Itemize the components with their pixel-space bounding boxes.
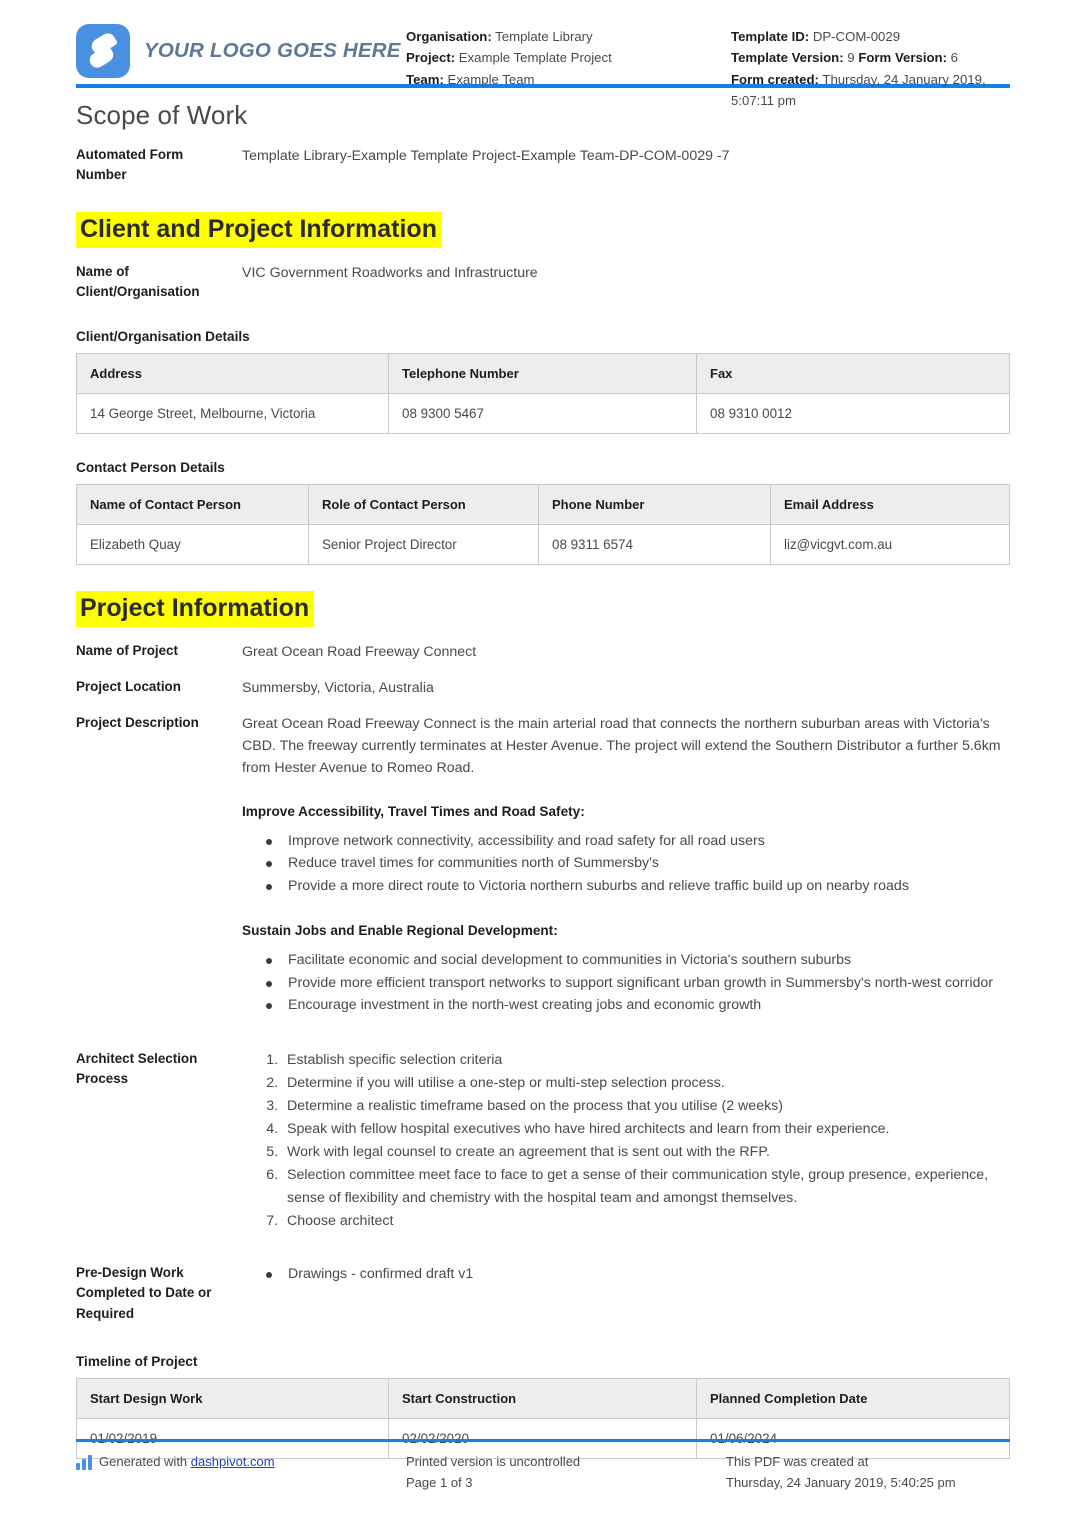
meta-template-version-label: Template Version: <box>731 50 844 66</box>
project-description-paragraph: Great Ocean Road Freeway Connect is the main arterial road that connects the northern suburban areas with Victoria's CBD. The freeway currently terminates at Hester Avenue. The project will extend the Southern Distributor a further 5.6km from Hester Avenue to Romeo Road. <box>242 715 1001 776</box>
table-header-row <box>77 353 1010 393</box>
project-location-row <box>76 677 1010 699</box>
list-item: Facilitate economic and social development to communities in Victoria's southern suburbs <box>286 949 1010 972</box>
architect-selection-process-row <box>76 1049 1010 1233</box>
meta-team-value: Example Team <box>447 71 535 87</box>
footer-print-info <box>406 1452 726 1494</box>
client-org-details-table <box>76 353 1010 434</box>
architect-selection-process-value <box>242 1049 1010 1233</box>
footer-generated-prefix: Generated with <box>99 1454 191 1470</box>
table-row <box>77 393 1010 433</box>
dashpivot-bars-icon <box>76 1455 92 1470</box>
cell-contact-name: Elizabeth Quay <box>77 524 309 564</box>
description-bullets-accessibility <box>242 830 1010 898</box>
contact-person-details-table <box>76 484 1010 565</box>
document-header <box>76 0 1010 109</box>
description-subhead-jobs: Sustain Jobs and Enable Regional Development: <box>242 922 558 938</box>
list-item: 5. Work with legal counsel to create an agreement that is sent out with the RFP. <box>282 1141 1010 1164</box>
meta-project-label: Project: <box>406 50 456 66</box>
project-description-value <box>242 713 1010 1017</box>
meta-versions <box>731 47 1010 68</box>
company-logo-icon <box>76 24 130 78</box>
meta-form-created <box>731 69 1010 112</box>
column-header-start-design-work: Start Design Work <box>77 1379 389 1419</box>
description-bullets-jobs <box>242 949 1010 1017</box>
meta-template-version-value: 9 <box>847 50 855 66</box>
list-item: 4. Speak with fellow hospital executives who have hired architects and learn from their experience. <box>282 1118 1010 1141</box>
column-header-contact-email: Email Address <box>771 484 1010 524</box>
meta-form-created-label: Form created: <box>731 71 819 87</box>
header-meta-right <box>731 18 1010 112</box>
footer-generated-text <box>99 1452 275 1473</box>
header-meta-left <box>406 18 731 90</box>
list-item: 3. Determine a realistic timeframe based on the process that you utilise (2 weeks) <box>282 1095 1010 1118</box>
pre-design-work-value <box>242 1263 1010 1286</box>
meta-form-version-label: Form Version: <box>858 50 947 66</box>
meta-team-label: Team: <box>406 71 444 87</box>
timeline-of-project-title: Timeline of Project <box>76 1354 198 1370</box>
meta-template-id-value: DP-COM-0029 <box>812 29 901 44</box>
list-item: 1. Establish specific selection criteria <box>282 1049 1010 1072</box>
automated-form-number-row <box>76 145 1010 186</box>
section-heading-project-information <box>76 591 314 627</box>
footer-pdf-info <box>726 1452 1010 1494</box>
project-name-label: Name of Project <box>76 642 178 658</box>
section-heading-client-and-project-information <box>76 212 442 248</box>
footer-columns <box>76 1442 1010 1494</box>
dashpivot-link[interactable]: dashpivot.com <box>190 1454 275 1470</box>
table-header-row <box>77 484 1010 524</box>
footer-pdf-created-label: This PDF was created at <box>726 1454 869 1470</box>
automated-form-number-label: Automated Form Number <box>76 147 184 183</box>
client-name-row <box>76 262 1010 303</box>
column-header-telephone-number: Telephone Number <box>389 353 697 393</box>
footer-generated-with <box>76 1452 406 1494</box>
meta-team <box>406 69 731 90</box>
list-item: 7. Choose architect <box>282 1210 1010 1233</box>
automated-form-number-value: Template Library-Example Template Project-Example Team-DP-COM-0029 -7 <box>242 148 730 164</box>
cell-fax: 08 9310 0012 <box>697 393 1010 433</box>
cell-contact-email: liz@vicgvt.com.au <box>771 524 1010 564</box>
meta-project-value: Example Template Project <box>458 50 612 66</box>
footer-pdf-created-value: Thursday, 24 January 2019, 5:40:25 pm <box>726 1475 956 1491</box>
list-item: 2. Determine if you will utilise a one-step or multi-step selection process. <box>282 1072 1010 1095</box>
client-org-details-title: Client/Organisation Details <box>76 328 250 344</box>
list-item: Reduce travel times for communities north of Summersby's <box>286 852 1010 875</box>
meta-template-id <box>731 26 1010 47</box>
description-subhead-accessibility: Improve Accessibility, Travel Times and Road Safety: <box>242 803 585 819</box>
list-item: Improve network connectivity, accessibility and road safety for all road users <box>286 830 1010 853</box>
cell-address: 14 George Street, Melbourne, Victoria <box>77 393 389 433</box>
page-title: Scope of Work <box>76 100 248 130</box>
list-item: Provide a more direct route to Victoria northern suburbs and relieve traffic build up on nearby roads <box>286 875 1010 898</box>
section-heading-project-label: Project Information <box>76 591 314 627</box>
footer-page-number: Page 1 of 3 <box>406 1475 473 1491</box>
list-item: 6. Selection committee meet face to face to get a sense of their communication style, group presence, experience, sense of flexibility and chemistry with the hospital team and amongst themselves. <box>282 1164 1010 1210</box>
column-header-address: Address <box>77 353 389 393</box>
client-name-label: Name of Client/Organisation <box>76 263 200 300</box>
project-name-row <box>76 641 1010 663</box>
pre-design-work-row <box>76 1263 1010 1324</box>
project-name-value: Great Ocean Road Freeway Connect <box>242 643 477 660</box>
column-header-contact-name: Name of Contact Person <box>77 484 309 524</box>
meta-template-id-label: Template ID: <box>731 29 810 44</box>
project-description-row <box>76 713 1010 1017</box>
column-header-fax: Fax <box>697 353 1010 393</box>
column-header-start-construction: Start Construction <box>389 1379 697 1419</box>
pre-design-bullets <box>242 1263 1010 1286</box>
meta-form-version-value: 6 <box>950 50 958 66</box>
meta-organisation-value: Template Library <box>495 29 593 44</box>
cell-contact-phone: 08 9311 6574 <box>539 524 771 564</box>
meta-form-created-value: Thursday, 24 January 2019, 5:07:11 pm <box>731 71 986 109</box>
project-location-label: Project Location <box>76 678 181 694</box>
cell-contact-role: Senior Project Director <box>309 524 539 564</box>
meta-organisation-label: Organisation: <box>406 29 492 44</box>
column-header-planned-completion-date: Planned Completion Date <box>697 1379 1010 1419</box>
architect-selection-process-label: Architect Selection Process <box>76 1050 198 1087</box>
pre-design-work-label: Pre-Design Work Completed to Date or Required <box>76 1264 212 1321</box>
logo-placeholder-text: YOUR LOGO GOES HERE <box>144 39 401 62</box>
footer-printed-uncontrolled: Printed version is uncontrolled <box>406 1454 581 1470</box>
list-item: Encourage investment in the north-west creating jobs and economic growth <box>286 994 1010 1017</box>
meta-project <box>406 47 731 68</box>
meta-organisation <box>406 26 731 47</box>
table-row <box>77 524 1010 564</box>
document-footer <box>76 1435 1010 1494</box>
contact-person-details-title: Contact Person Details <box>76 459 225 475</box>
column-header-contact-phone: Phone Number <box>539 484 771 524</box>
column-header-contact-role: Role of Contact Person <box>309 484 539 524</box>
architect-steps-list <box>242 1049 1010 1233</box>
section-heading-client-label: Client and Project Information <box>76 212 442 248</box>
logo-block <box>76 18 406 78</box>
project-description-label: Project Description <box>76 714 199 730</box>
list-item: Drawings - confirmed draft v1 <box>286 1263 1010 1286</box>
table-header-row <box>77 1379 1010 1419</box>
cell-telephone-number: 08 9300 5467 <box>389 393 697 433</box>
project-location-value: Summersby, Victoria, Australia <box>242 679 434 696</box>
client-name-value: VIC Government Roadworks and Infrastructure <box>242 264 538 281</box>
list-item: Provide more efficient transport networks to support significant urban growth in Summersby's north-west corridor <box>286 972 1010 995</box>
